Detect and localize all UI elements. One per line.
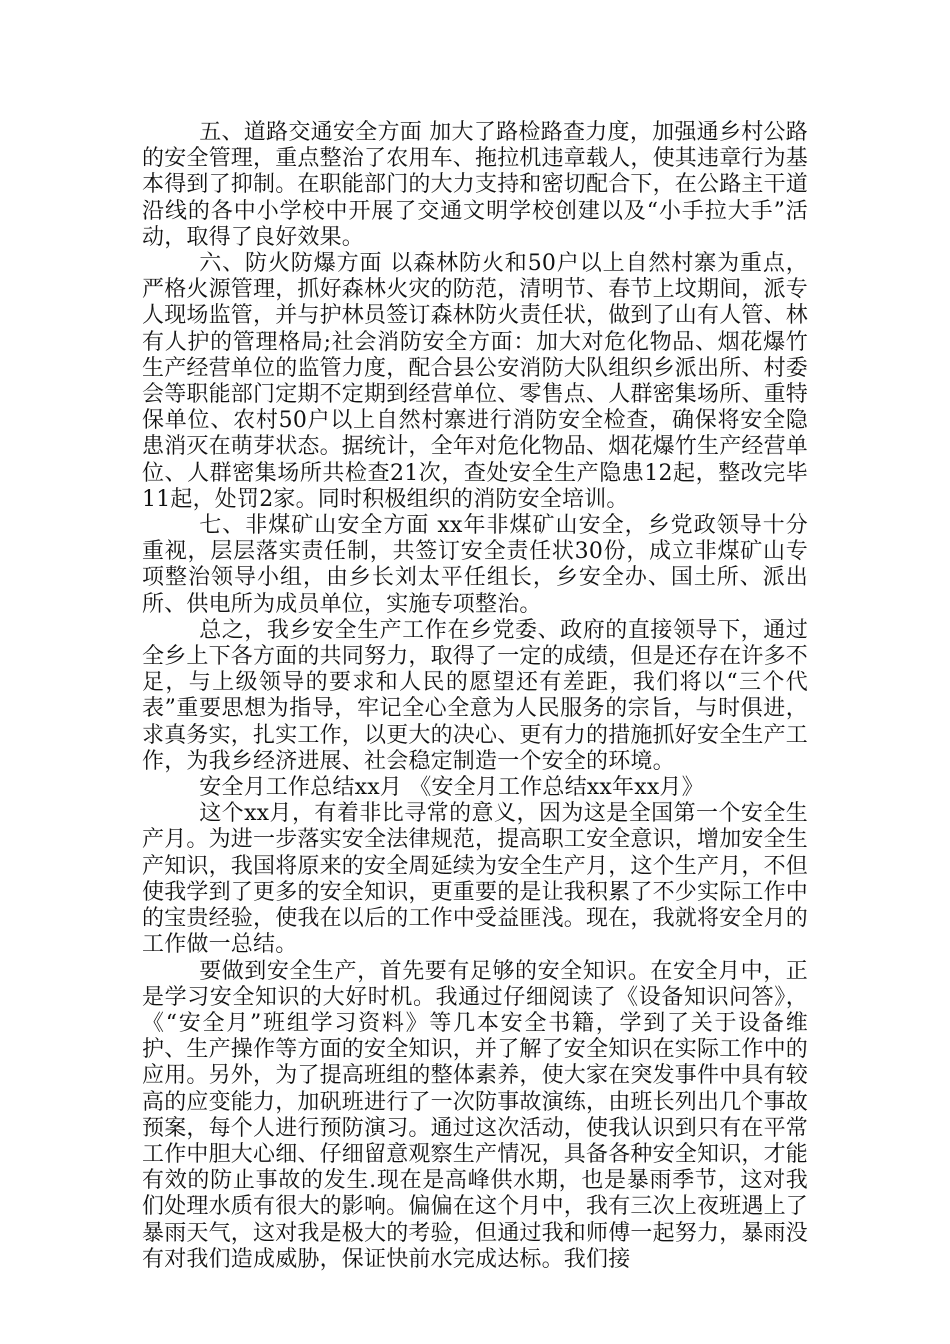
paragraph-safety-knowledge: 要做到安全生产，首先要有足够的安全知识。在安全月中，正是学习安全知识的大好时机。我通过仔细阅读了《设备知识问答》，《“安全月”班组学习资料》等几本安全书籍，学到了关于设备维护、生产操作等方面的安全知识，并了解了安全知识在实际工作中的应用。另外，为了提高班组的整体素养，使大家在突发事件中具有较高的应变能力，加矾班进行了一次防事故演练，由班长列出几个事故预案，每个人进行预防演习。通过这次活动，使我认识到只有在平常工作中胆大心细、仔细留意观察生产情况，具备各种安全知识，才能有效的防止事故的发生.现在是高峰供水期，也是暴雨季节，这对我们处理水质有很大的影响。偏偏在这个月中，我有三次上夜班遇上了暴雨天气，这对我是极大的考验，但通过我和师傅一起努力，暴雨没有对我们造成威胁，保证快前水完成达标。我们接 bbox=[142, 958, 809, 1272]
paragraph-non-coal-mine-safety: 七、非煤矿山安全方面 xx年非煤矿山安全，乡党政领导十分重视，层层落实责任制，共签订安全责任状30份，成立非煤矿山专项整治领导小组，由乡长刘太平任组长，乡安全办、国土所、派出所、供电所为成员单位，实施专项整治。 bbox=[142, 513, 808, 617]
paragraph-fire-explosion-safety: 六、防火防爆方面 以森林防火和50户以上自然村寨为重点，严格火源管理，抓好森林火灾的防范，清明节、春节上坟期间，派专人现场监管，并与护林员签订森林防火责任状，做到了山有人管、林有人护的管理格局;社会消防安全方面：加大对危化物品、烟花爆竹生产经营单位的监管力度，配合县公安消防大队组织乡派出所、村委会等职能部门定期不定期到经营单位、零售点、人群密集场所、重特保单位、农村50户以上自然村寨进行消防安全检查，确保将安全隐患消灭在萌芽状态。据统计，全年对危化物品、烟花爆竹生产经营单位、人群密集场所共检查21次，查处安全生产隐患12起，整改完毕11起，处罚2家。同时积极组织的消防安全培训。 bbox=[142, 251, 809, 512]
section-title-safety-month-summary: 安全月工作总结xx月 《安全月工作总结xx年xx月》 bbox=[199, 775, 704, 801]
paragraph-safety-month-intro: 这个xx月，有着非比寻常的意义，因为这是全国第一个安全生产月。为进一步落实安全法律规范，提高职工安全意识，增加安全生产知识，我国将原来的安全周延续为安全生产月，这个生产月，不但使我学到了更多的安全知识，更重要的是让我积累了不少实际工作中的宝贵经验，使我在以后的工作中受益匪浅。现在，我就将安全月的工作做一总结。 bbox=[142, 801, 809, 958]
document-body bbox=[142, 120, 808, 1273]
paragraph-road-traffic-safety: 五、道路交通安全方面 加大了路检路查力度，加强通乡村公路的安全管理，重点整治了农用车、拖拉机违章载人，使其违章行为基本得到了抑制。在职能部门的大力支持和密切配合下，在公路主干道沿线的各中小学校中开展了交通文明学校创建以及“小手拉大手”活动，取得了良好效果。 bbox=[142, 120, 809, 250]
paragraph-conclusion: 总之，我乡安全生产工作在乡党委、政府的直接领导下，通过全乡上下各方面的共同努力，取得了一定的成绩，但是还存在许多不足，与上级领导的要求和人民的愿望还有差距，我们将以“三个代表”重要思想为指导，牢记全心全意为人民服务的宗旨，与时俱进，求真务实，扎实工作，以更大的决心、更有力的措施抓好安全生产工作，为我乡经济进展、社会稳定制造一个安全的环境。 bbox=[142, 617, 809, 774]
